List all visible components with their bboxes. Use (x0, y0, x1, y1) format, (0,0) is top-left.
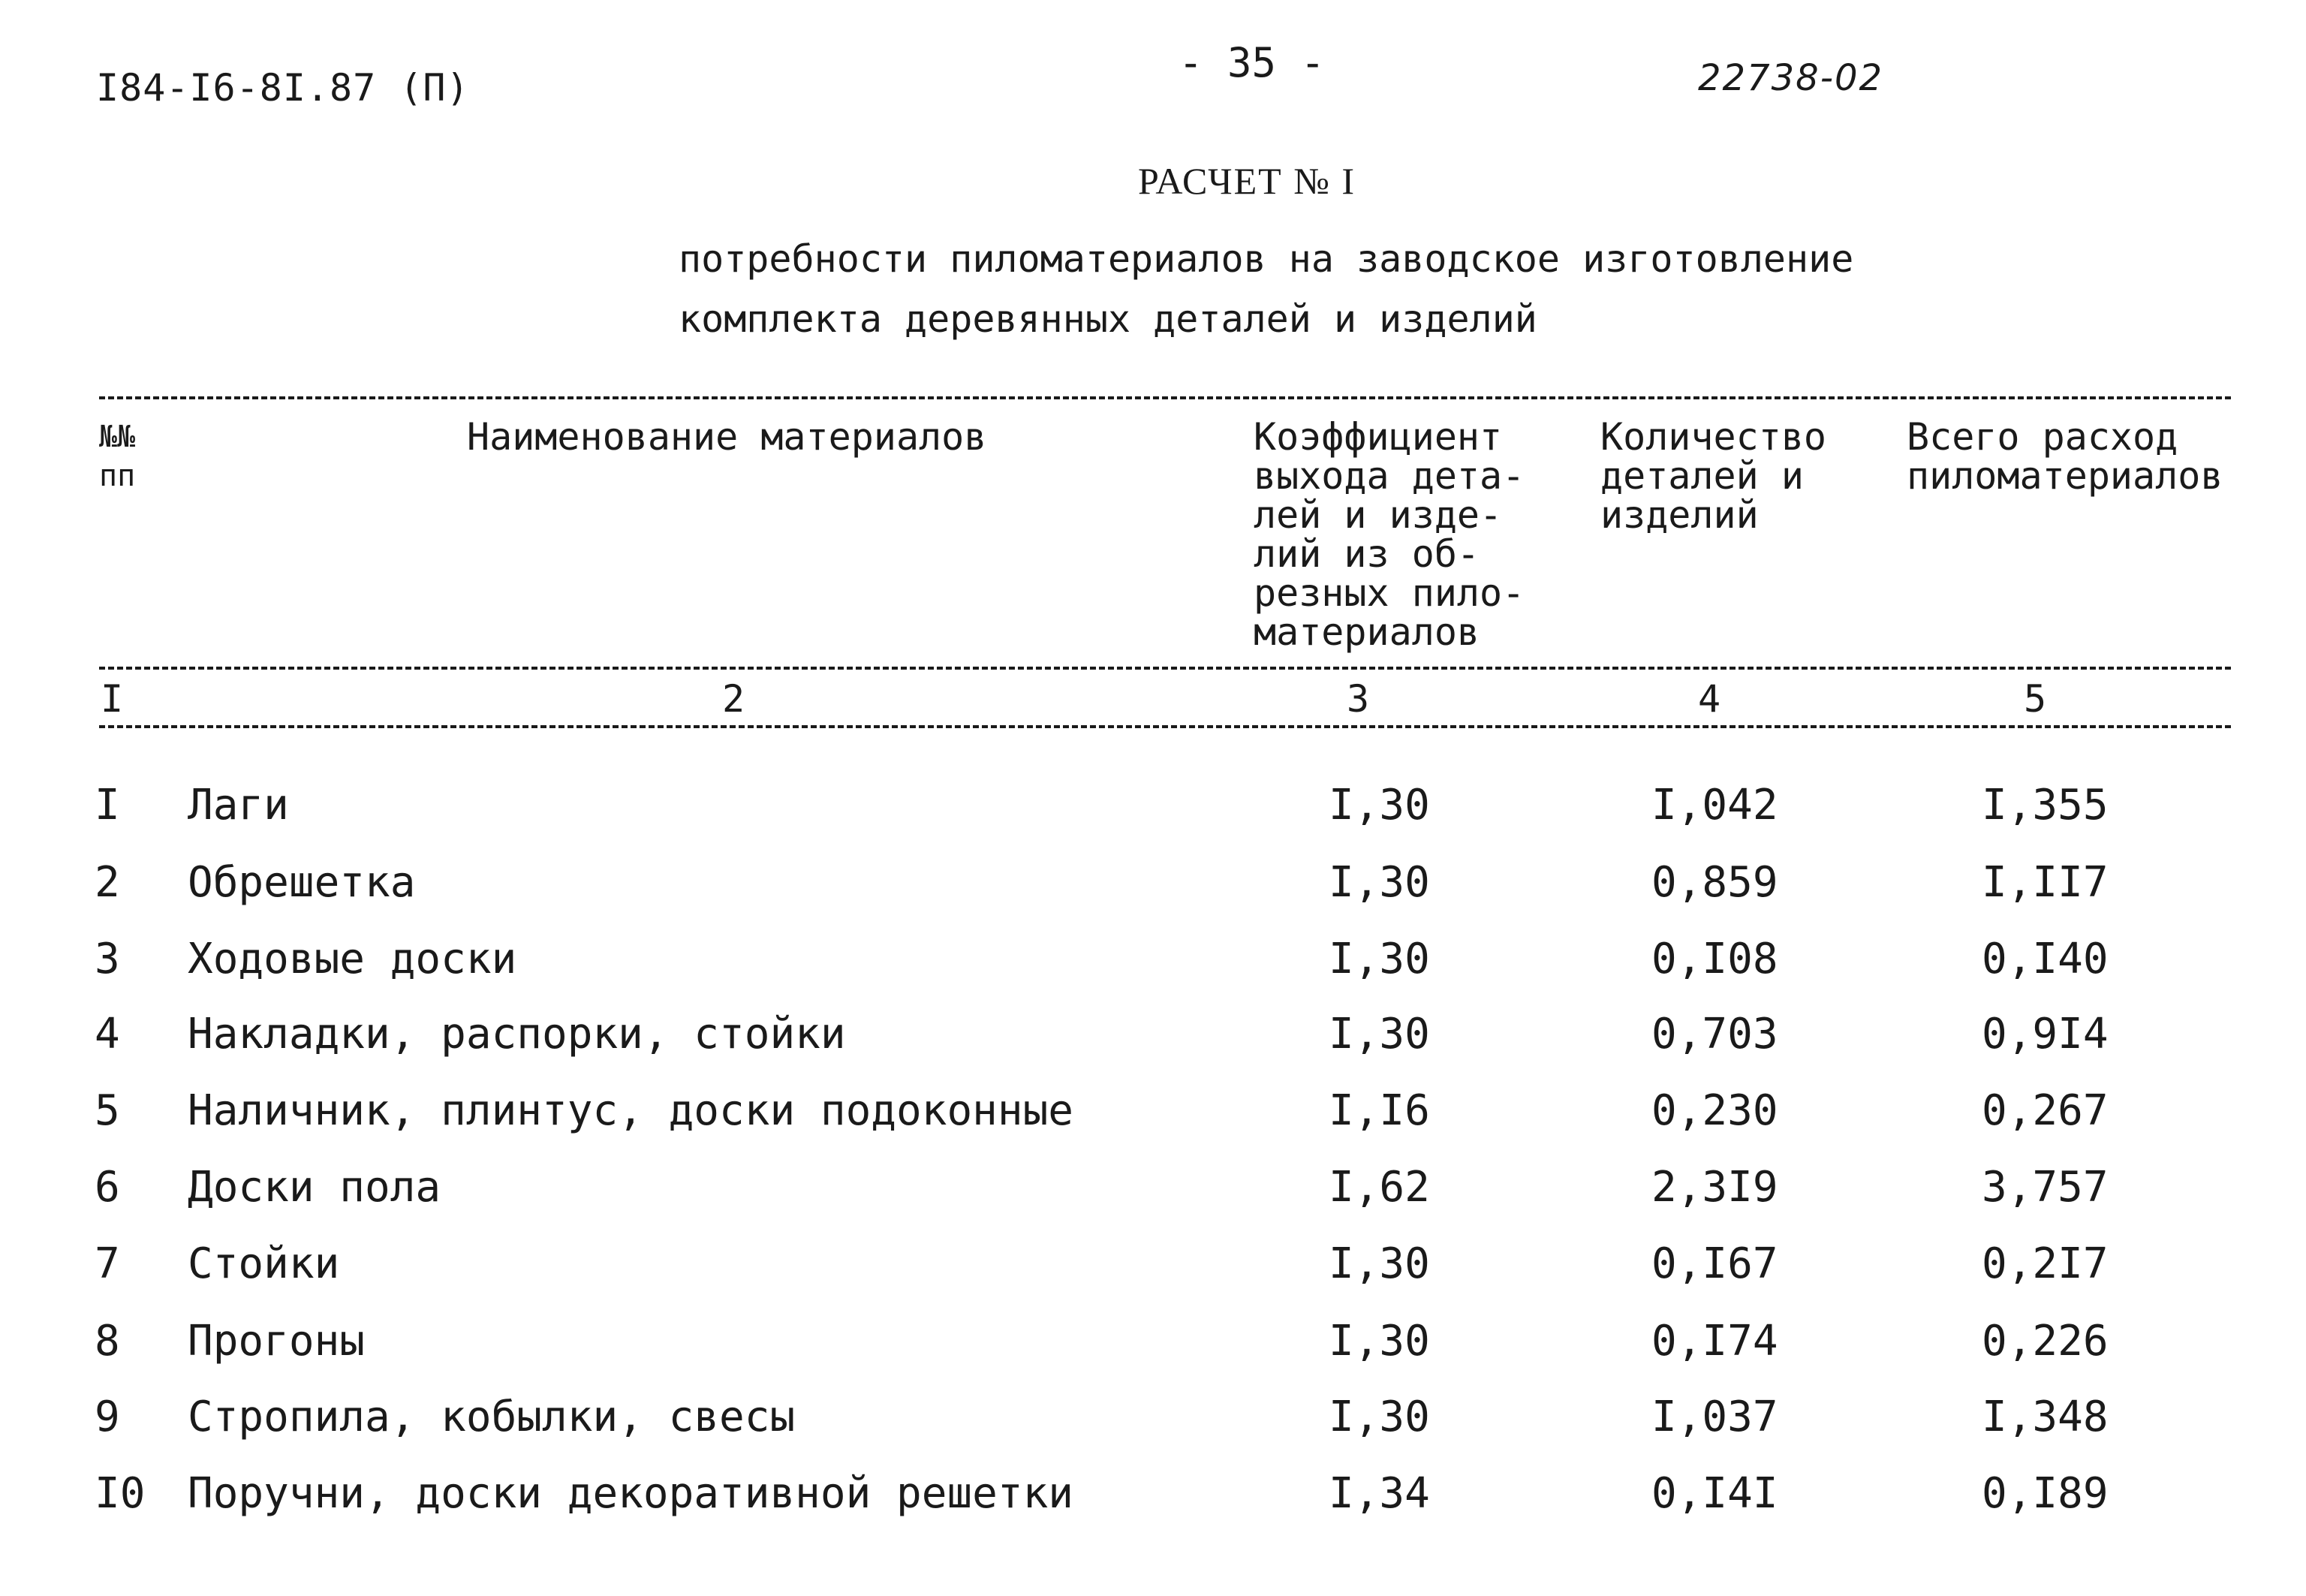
header-col-coefficient-line: Коэффициент (1254, 415, 1503, 459)
header-col-name-line: Наименование материалов (467, 415, 987, 459)
row-coefficient: I,30 (1329, 858, 1430, 907)
header-col-total (1907, 415, 2223, 498)
table-row (0, 781, 2306, 841)
row-coefficient: I,30 (1329, 1239, 1430, 1288)
subtitle-line-2: комплекта деревянных деталей и изделий (679, 297, 1537, 341)
row-coefficient: I,I6 (1329, 1086, 1430, 1135)
row-quantity: 2,3I9 (1651, 1163, 1778, 1212)
header-col-quantity (1600, 417, 1826, 535)
row-total: 0,226 (1982, 1317, 2109, 1366)
table-row (0, 1239, 2306, 1299)
header-col-name (467, 415, 987, 459)
header-col-total-line: пиломатериалов (1907, 454, 2223, 498)
header-col-coefficient-line: материалов (1254, 610, 1480, 654)
row-coefficient: I,62 (1329, 1163, 1430, 1212)
table-top-rule (99, 396, 2231, 399)
row-total: 0,2I7 (1982, 1239, 2109, 1288)
row-total: 0,I89 (1982, 1469, 2109, 1518)
column-number-5: 5 (2024, 677, 2047, 721)
row-material-name: Лаги (188, 781, 289, 830)
row-total: 3,757 (1982, 1163, 2109, 1212)
header-col-total-line: Всего расход (1907, 415, 2178, 459)
document-code: I84-I6-8I.87 (П) (96, 66, 470, 110)
row-material-name: Прогоны (188, 1317, 366, 1366)
row-total: I,348 (1982, 1393, 2109, 1441)
column-number-3: 3 (1347, 677, 1370, 721)
column-number-4: 4 (1698, 677, 1721, 721)
table-row (0, 1010, 2306, 1070)
row-number: I0 (95, 1469, 146, 1518)
table-row (0, 1317, 2306, 1377)
header-col-quantity-line: Количество (1600, 415, 1827, 459)
row-total: I,355 (1982, 781, 2109, 830)
header-col-coefficient (1254, 417, 1525, 652)
row-number: 2 (95, 858, 120, 907)
row-quantity: 0,I74 (1651, 1317, 1778, 1366)
table-row (0, 1086, 2306, 1146)
row-quantity: 0,703 (1651, 1010, 1778, 1058)
column-number-1: I (101, 677, 124, 721)
column-number-2: 2 (722, 677, 745, 721)
row-material-name: Ходовые доски (188, 935, 517, 983)
row-number: 7 (95, 1239, 120, 1288)
row-material-name: Наличник, плинтус, доски подоконные (188, 1086, 1074, 1135)
subtitle-line-1: потребности пиломатериалов на заводское изготовление (679, 237, 1854, 281)
row-number: 9 (95, 1393, 120, 1441)
header-bottom-rule (99, 667, 2231, 670)
row-coefficient: I,34 (1329, 1469, 1430, 1518)
row-material-name: Обрешетка (188, 858, 416, 907)
table-row (0, 1163, 2306, 1223)
row-coefficient: I,30 (1329, 1393, 1430, 1441)
row-material-name: Стропила, кобылки, свесы (188, 1393, 796, 1441)
header-col-coefficient-line: резных пило- (1254, 571, 1525, 615)
row-number: 4 (95, 1010, 120, 1058)
row-coefficient: I,30 (1329, 1010, 1430, 1058)
row-quantity: I,042 (1651, 781, 1778, 830)
header-col-coefficient-line: лей и изде- (1254, 493, 1503, 537)
table-row (0, 1393, 2306, 1453)
row-number: 5 (95, 1086, 120, 1135)
row-number: I (95, 781, 120, 830)
row-total: 0,9I4 (1982, 1010, 2109, 1058)
calculation-title: РАСЧЕТ № I (1138, 160, 1356, 202)
row-material-name: Доски пола (188, 1163, 441, 1212)
row-material-name: Поручни, доски декоративной решетки (188, 1469, 1074, 1518)
row-quantity: 0,I4I (1651, 1469, 1778, 1518)
header-col-number (99, 417, 135, 495)
header-col-quantity-line: изделий (1600, 493, 1759, 537)
row-coefficient: I,30 (1329, 1317, 1430, 1366)
header-col-coefficient-line: лий из об- (1254, 532, 1480, 576)
row-total: I,II7 (1982, 858, 2109, 907)
row-number: 8 (95, 1317, 120, 1366)
table-row (0, 1469, 2306, 1529)
header-col-number-line: пп (99, 459, 136, 493)
header-col-number-line: №№ (99, 420, 136, 454)
row-material-name: Накладки, распорки, стойки (188, 1010, 846, 1058)
page-number: - 35 - (1179, 39, 1326, 86)
row-quantity: 0,230 (1651, 1086, 1778, 1135)
row-quantity: 0,I08 (1651, 935, 1778, 983)
header-col-quantity-line: деталей и (1600, 454, 1804, 498)
row-number: 3 (95, 935, 120, 983)
row-number: 6 (95, 1163, 120, 1212)
row-quantity: I,037 (1651, 1393, 1778, 1441)
column-numbers-rule (99, 725, 2231, 728)
row-quantity: 0,859 (1651, 858, 1778, 907)
row-total: 0,I40 (1982, 935, 2109, 983)
table-row (0, 858, 2306, 918)
row-material-name: Стойки (188, 1239, 340, 1288)
row-total: 0,267 (1982, 1086, 2109, 1135)
row-coefficient: I,30 (1329, 781, 1430, 830)
row-coefficient: I,30 (1329, 935, 1430, 983)
header-col-coefficient-line: выхода дета- (1254, 454, 1525, 498)
handwritten-number: 22738-02 (1698, 57, 1884, 99)
table-row (0, 935, 2306, 995)
row-quantity: 0,I67 (1651, 1239, 1778, 1288)
